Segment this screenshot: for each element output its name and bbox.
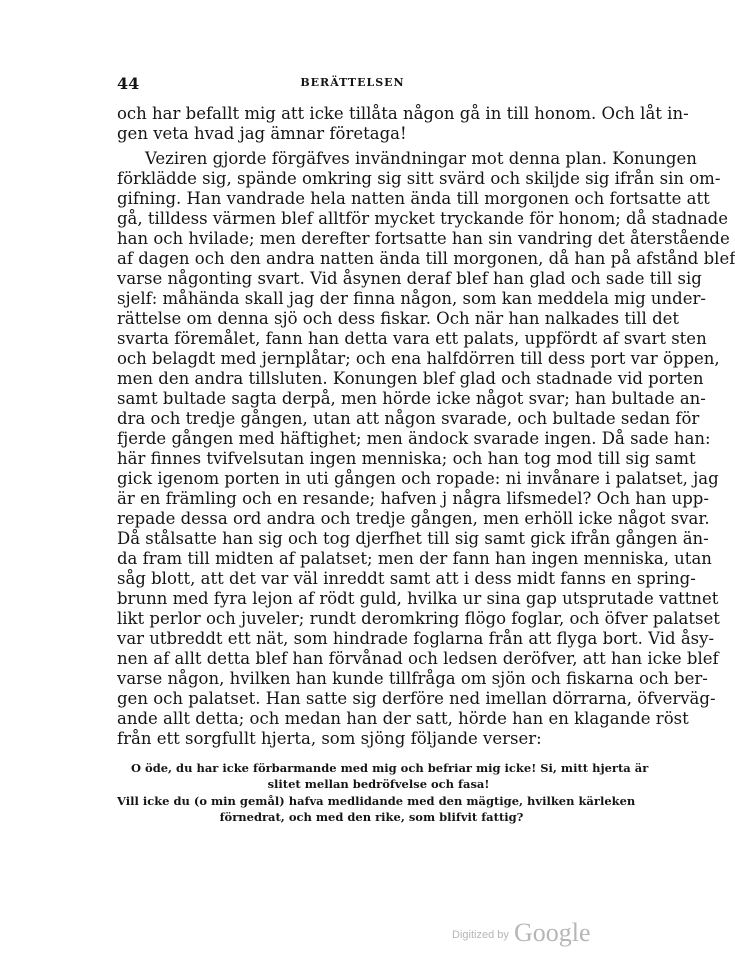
text-line: sjelf: måhända skall jag der finna någon, som kan meddela mig under-	[117, 289, 706, 308]
text-line: gen veta hvad jag ämnar företaga!	[117, 124, 407, 143]
text-line: brunn med fyra lejon af rödt guld, hvilka ur sina gap utsprutade vattnet	[117, 589, 719, 608]
text-line: af dagen och den andra natten ända till morgonen, då han på afstånd blef	[117, 249, 735, 268]
text-line: dra och tredje gången, utan att någon svarade, och bultade sedan för	[117, 409, 700, 428]
verse-line: Vill icke du (o min gemål) hafva medlidande med den mägtige, hvilken kärleken	[117, 794, 636, 808]
text-line: varse någonting svart. Vid åsynen deraf blef han glad och sade till sig	[117, 269, 702, 288]
verse-line: slitet mellan bedröfvelse och fasa!	[267, 777, 490, 791]
text-line: gifning. Han vandrade hela natten ända till morgonen och fortsatte att	[117, 189, 710, 208]
text-line: fjerde gången med häftighet; men ändock svarade ingen. Då sade han:	[117, 429, 711, 448]
text-line: gå, tilldess värmen blef alltför mycket tryckande för honom; då stadnade	[117, 209, 728, 228]
text-line: gen och palatset. Han satte sig derföre ned imellan dörrarna, öfverväg-	[117, 689, 716, 708]
text-line: från ett sorgfullt hjerta, som sjöng följande verser:	[117, 729, 542, 748]
text-line: da fram till midten af palatset; men der fann han ingen menniska, utan	[117, 549, 712, 568]
text-line: likt perlor och juveler; rundt deromkring flögo foglar, och öfver palatset	[117, 609, 720, 628]
text-line: och belagdt med jernplåtar; och ena halfdörren till dess port var öppen,	[117, 349, 720, 368]
text-line: här finnes tvifvelsutan ingen menniska; och han tog mod till sig samt	[117, 449, 696, 468]
text-line: Veziren gjorde förgäfves invändningar mot denna plan. Konungen	[145, 149, 697, 168]
text-line: är en främling och en resande; hafven j några lifsmedel? Och han upp-	[117, 489, 709, 508]
text-line: svarta föremålet, fann han detta vara ett palats, uppfördt af svart sten	[117, 329, 707, 348]
digitized-by-watermark	[452, 918, 591, 948]
text-line: och har befallt mig att icke tillåta någon gå in till honom. Och låt in-	[117, 104, 689, 123]
text-line: varse någon, hvilken han kunde tillfråga om sjön och fiskarna och ber-	[117, 669, 708, 688]
text-line: rättelse om denna sjö och dess fiskar. Och när han nalkades till det	[117, 309, 680, 328]
text-line: han och hvilade; men derefter fortsatte han sin vandring det återstående	[117, 229, 730, 248]
text-line: såg blott, att det var väl inreddt samt att i dess midt fanns en spring-	[117, 569, 696, 588]
running-head: BERÄTTELSEN	[300, 76, 405, 89]
text-line: nen af allt detta blef han förvånad och ledsen deröfver, att han icke blef	[117, 649, 719, 668]
text-line: gick igenom porten in uti gången och ropade: ni invånare i palatset, jag	[117, 469, 719, 488]
text-line: men den andra tillsluten. Konungen blef glad och stadnade vid porten	[117, 369, 704, 388]
text-line: repade dessa ord andra och tredje gången, men erhöll icke något svar.	[117, 509, 710, 528]
watermark-prefix: Digitized by	[452, 929, 509, 941]
page-number: 44	[117, 74, 140, 93]
text-line: Då stålsatte han sig och tog djerfhet till sig samt gick ifrån gången än-	[117, 529, 709, 548]
verse-line: förnedrat, och med den rike, som blifvit fattig?	[219, 810, 524, 824]
google-logo: Google	[513, 918, 591, 947]
text-line: samt bultade sagta derpå, men hörde icke något svar; han bultade an-	[117, 389, 706, 408]
text-line: ande allt detta; och medan han der satt, hörde han en klagande röst	[117, 709, 689, 728]
verse-line: O öde, du har icke förbarmande med mig och befriar mig icke! Si, mitt hjerta är	[131, 761, 649, 775]
text-line: förklädde sig, spände omkring sig sitt svärd och skiljde sig ifrån sin om-	[117, 169, 721, 188]
text-line: var utbreddt ett nät, som hindrade foglarna från att flyga bort. Vid åsy-	[117, 629, 715, 648]
